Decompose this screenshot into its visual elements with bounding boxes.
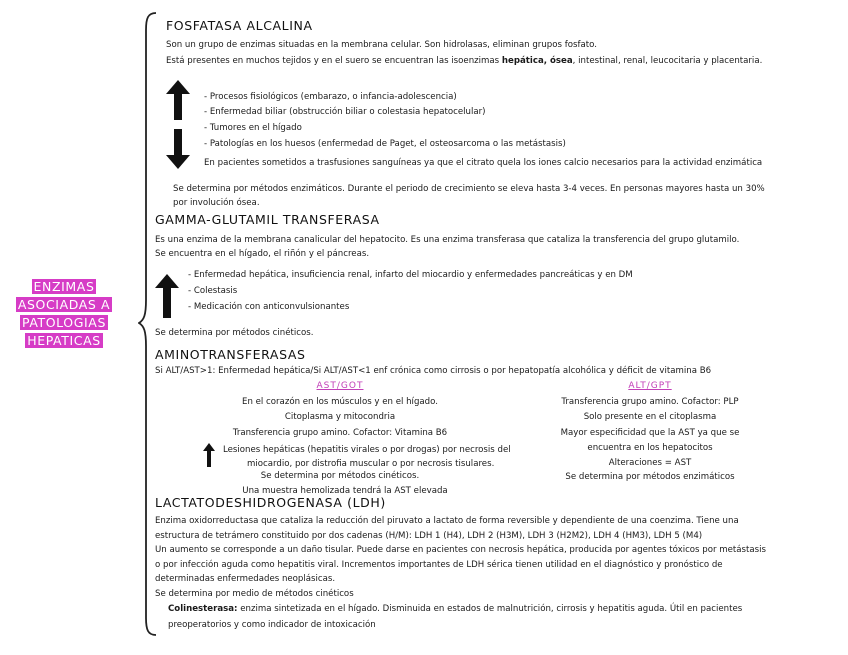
alt-line: Transferencia grupo amino. Cofactor: PLP: [561, 397, 739, 407]
ast-method: Se determina por métodos cinéticos.: [260, 471, 420, 481]
ggt-up-item: - Colestasis: [188, 286, 238, 296]
ast-line: Transferencia grupo amino. Cofactor: Vitamina B6: [232, 428, 448, 438]
ldh-line: Enzima oxidorreductasa que cataliza la reducción del piruvato a lactato de forma reversible y dependiente de una coenzima. Tiene una: [155, 516, 739, 526]
fosfatasa-line2-bold: hepática, ósea: [501, 56, 573, 66]
ast-title: AST/GOT: [316, 381, 364, 391]
ast-hemolysis: Una muestra hemolizada tendrá la AST elevada: [242, 486, 448, 496]
up-arrow-icon: [166, 80, 190, 120]
up-arrow-icon: [155, 274, 179, 318]
alt-title: ALT/GPT: [628, 381, 672, 391]
colinesterasa-line1: [168, 604, 742, 615]
ldh-heading: LACTATODESHIDROGENASA (LDH): [155, 495, 386, 510]
main-title-line: ENZIMAS: [33, 279, 95, 294]
ldh-line: o por infección aguda como hepatitis viral. Incrementos importantes de LDH sérica tienen utilidad en el diagnóstico y pronóstico de: [155, 560, 723, 570]
ggt-up-item: - Enfermedad hepática, insuficiencia renal, infarto del miocardio y enfermedades pancreáticas y en DM: [188, 270, 633, 280]
ldh-line: Un aumento se corresponde a un daño tisular. Puede darse en pacientes con necrosis hepática, producida por agentes tóxicos por metástasis: [155, 545, 766, 555]
amino-ratio: Si ALT/AST>1: Enfermedad hepática/Si ALT/AST<1 enf crónica como cirrosis o por hepatopatía alcohólica y déficit de vitamina B6: [155, 366, 712, 376]
ldh-line: determinadas enfermedades neoplásicas.: [155, 574, 336, 584]
main-title-line: ASOCIADAS A: [17, 297, 111, 312]
fosfatasa-method-cont: por involución ósea.: [173, 198, 260, 208]
main-title-line: PATOLOGIAS: [21, 315, 106, 330]
up-arrow-icon: [203, 443, 215, 467]
fosfatasa-up-item: - Procesos fisiológicos (embarazo, o infancia-adolescencia): [204, 92, 457, 102]
colinesterasa-text: enzima sintetizada en el hígado. Disminuida en estados de malnutrición, cirrosis y hepatitis aguda. Útil en pacientes: [237, 604, 743, 614]
fosfatasa-down-item: En pacientes sometidos a trasfusiones sanguíneas ya que el citrato quela los iones calcio necesarios para la actividad enzimática: [204, 158, 763, 168]
fosfatasa-up-item: - Enfermedad biliar (obstrucción biliar o colestasia hepatocelular): [204, 107, 486, 117]
main-title: [3, 279, 125, 351]
ast-up-line2: miocardio, por distrofia muscular o por necrosis tisulares.: [247, 459, 495, 469]
ast-line: En el corazón en los músculos y en el hígado.: [242, 397, 438, 407]
alt-line: Solo presente en el citoplasma: [583, 412, 717, 422]
colinesterasa-label: Colinesterasa:: [168, 604, 238, 614]
fosfatasa-heading: FOSFATASA ALCALINA: [166, 18, 313, 33]
ggt-method: Se determina por métodos cinéticos.: [155, 328, 314, 338]
fosfatasa-up-item: - Tumores en el hígado: [204, 123, 302, 133]
fosfatasa-up-item: - Patologías en los huesos (enfermedad de Paget, el osteosarcoma o las metástasis): [204, 139, 566, 149]
fosfatasa-method: Se determina por métodos enzimáticos. Durante el periodo de crecimiento se eleva hasta 3-4 veces. En personas mayores hasta un 30%: [173, 184, 765, 194]
ggt-line1: Es una enzima de la membrana canalicular del hepatocito. Es una enzima transferasa que cataliza la transferencia del grupo glutamilo.: [155, 235, 740, 245]
main-title-line: HEPATICAS: [27, 333, 101, 348]
ldh-method: Se determina por medio de métodos cinéticos: [155, 589, 354, 599]
fosfatasa-line1: Son un grupo de enzimas situadas en la membrana celular. Son hidrolasas, eliminan grupos fosfato.: [166, 40, 597, 50]
ast-up-line1: Lesiones hepáticas (hepatitis virales o por drogas) por necrosis del: [223, 445, 511, 455]
alt-line: Se determina por métodos enzimáticos: [565, 472, 735, 482]
amino-heading: AMINOTRANSFERASAS: [155, 347, 306, 362]
ggt-up-item: - Medicación con anticonvulsionantes: [188, 302, 350, 312]
alt-line: encuentra en los hepatocitos: [587, 443, 713, 453]
fosfatasa-line2-a: Está presentes en muchos tejidos y en el suero se encuentran las isoenzimas: [166, 56, 502, 66]
alt-line: Alteraciones = AST: [608, 458, 692, 468]
ggt-heading: GAMMA-GLUTAMIL TRANSFERASA: [155, 212, 380, 227]
colinesterasa-line2: preoperatorios y como indicador de intoxicación: [168, 620, 376, 630]
ast-line: Citoplasma y mitocondria: [284, 412, 396, 422]
ggt-line2: Se encuentra en el hígado, el riñón y el páncreas.: [155, 249, 370, 259]
fosfatasa-line2: [166, 56, 762, 67]
fosfatasa-line2-b: , intestinal, renal, leucocitaria y placentaria.: [572, 56, 763, 66]
ldh-line: estructura de tetrámero constituido por dos cadenas (H/M): LDH 1 (H4), LDH 2 (H3M), LDH 3 (H2M2), LDH 4 (HM3), LDH 5 (M4): [155, 531, 703, 541]
down-arrow-icon: [166, 129, 190, 169]
alt-line: Mayor especificidad que la AST ya que se: [560, 428, 740, 438]
